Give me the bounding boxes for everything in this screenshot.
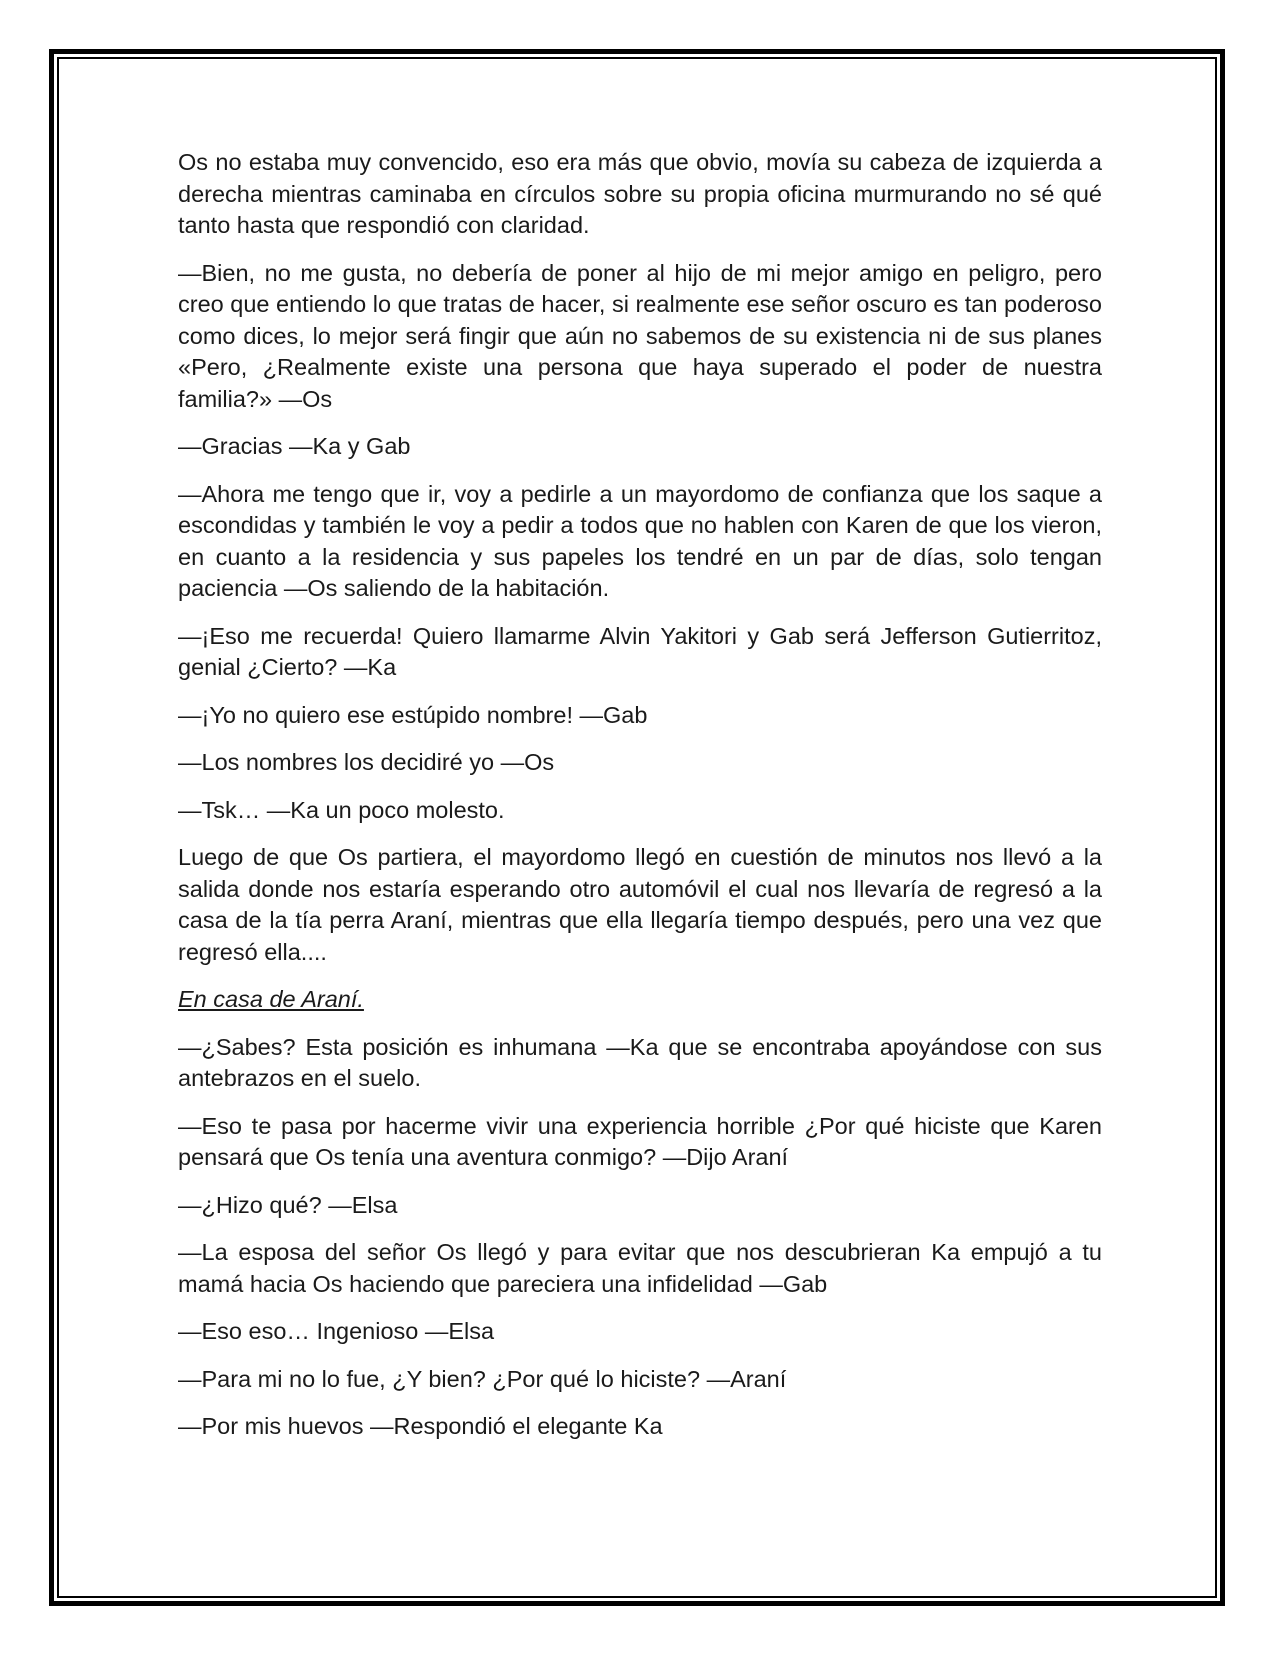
scene-heading-paragraph	[178, 984, 1102, 1016]
paragraph-16: —Para mi no lo fue, ¿Y bien? ¿Por qué lo hiciste? —Araní	[178, 1365, 787, 1392]
paragraph-11: —¿Sabes? Esta posición es inhumana —Ka que se encontraba apoyándose con sus antebrazos en el suelo.	[178, 1033, 1102, 1091]
document-body	[178, 147, 1102, 1459]
paragraph-17: —Por mis huevos —Respondió el elegante Ka	[178, 1413, 663, 1439]
paragraph-5: —¡Eso me recuerda! Quiero llamarme Alvin Yakitori y Gab será Jefferson Gutierritoz, genial ¿Cierto? —Ka	[178, 622, 1102, 680]
paragraph-12: —Eso te pasa por hacerme vivir una experiencia horrible ¿Por qué hiciste que Karen pensará que Os tenía una aventura conmigo? —Dijo Araní	[178, 1112, 1102, 1170]
paragraph-4: —Ahora me tengo que ir, voy a pedirle a un mayordomo de confianza que los saque a escondidas y también le voy a pedir a todos que no hablen con Karen de que los vieron, en cuanto a la residencia y sus papeles los tendré en un par de días, solo tengan paciencia —Os saliendo de la habitación.	[178, 480, 1102, 601]
paragraph-7: —Los nombres los decidiré yo —Os	[178, 749, 555, 775]
paragraph-2: —Bien, no me gusta, no debería de poner al hijo de mi mejor amigo en peligro, pero creo que entiendo lo que tratas de hacer, si realmente ese señor oscuro es tan poderoso como dices, lo mejor será fingir que aún no sabemos de su existencia ni de sus planes «Pero, ¿Realmente existe una persona que haya superado el poder de nuestra familia?» —Os	[178, 259, 1102, 412]
paragraph-15: —Eso eso… Ingenioso —Elsa	[178, 1318, 495, 1344]
paragraph-1: Os no estaba muy convencido, eso era más que obvio, movía su cabeza de izquierda a derecha mientras caminaba en círculos sobre su propia oficina murmurando no sé qué tanto hasta que respondió con claridad.	[178, 149, 1102, 238]
paragraph-9: Luego de que Os partiera, el mayordomo llegó en cuestión de minutos nos llevó a la salida donde nos estaría esperando otro automóvil el cual nos llevaría de regresó a la casa de la tía perra Araní, mientras que ella llegaría tiempo después, pero una vez que regresó ella....	[178, 844, 1102, 965]
paragraph-14: —La esposa del señor Os llegó y para evitar que nos descubrieran Ka empujó a tu mamá hacia Os haciendo que pareciera una infidelidad —Gab	[178, 1239, 1102, 1297]
paragraph-8: —Tsk… —Ka un poco molesto.	[178, 796, 505, 823]
paragraph-13: —¿Hizo qué? —Elsa	[178, 1191, 398, 1218]
paragraph-6: —¡Yo no quiero ese estúpido nombre! —Gab	[178, 701, 648, 728]
paragraph-3: —Gracias —Ka y Gab	[178, 433, 411, 459]
scene-heading: En casa de Araní.	[178, 986, 364, 1012]
